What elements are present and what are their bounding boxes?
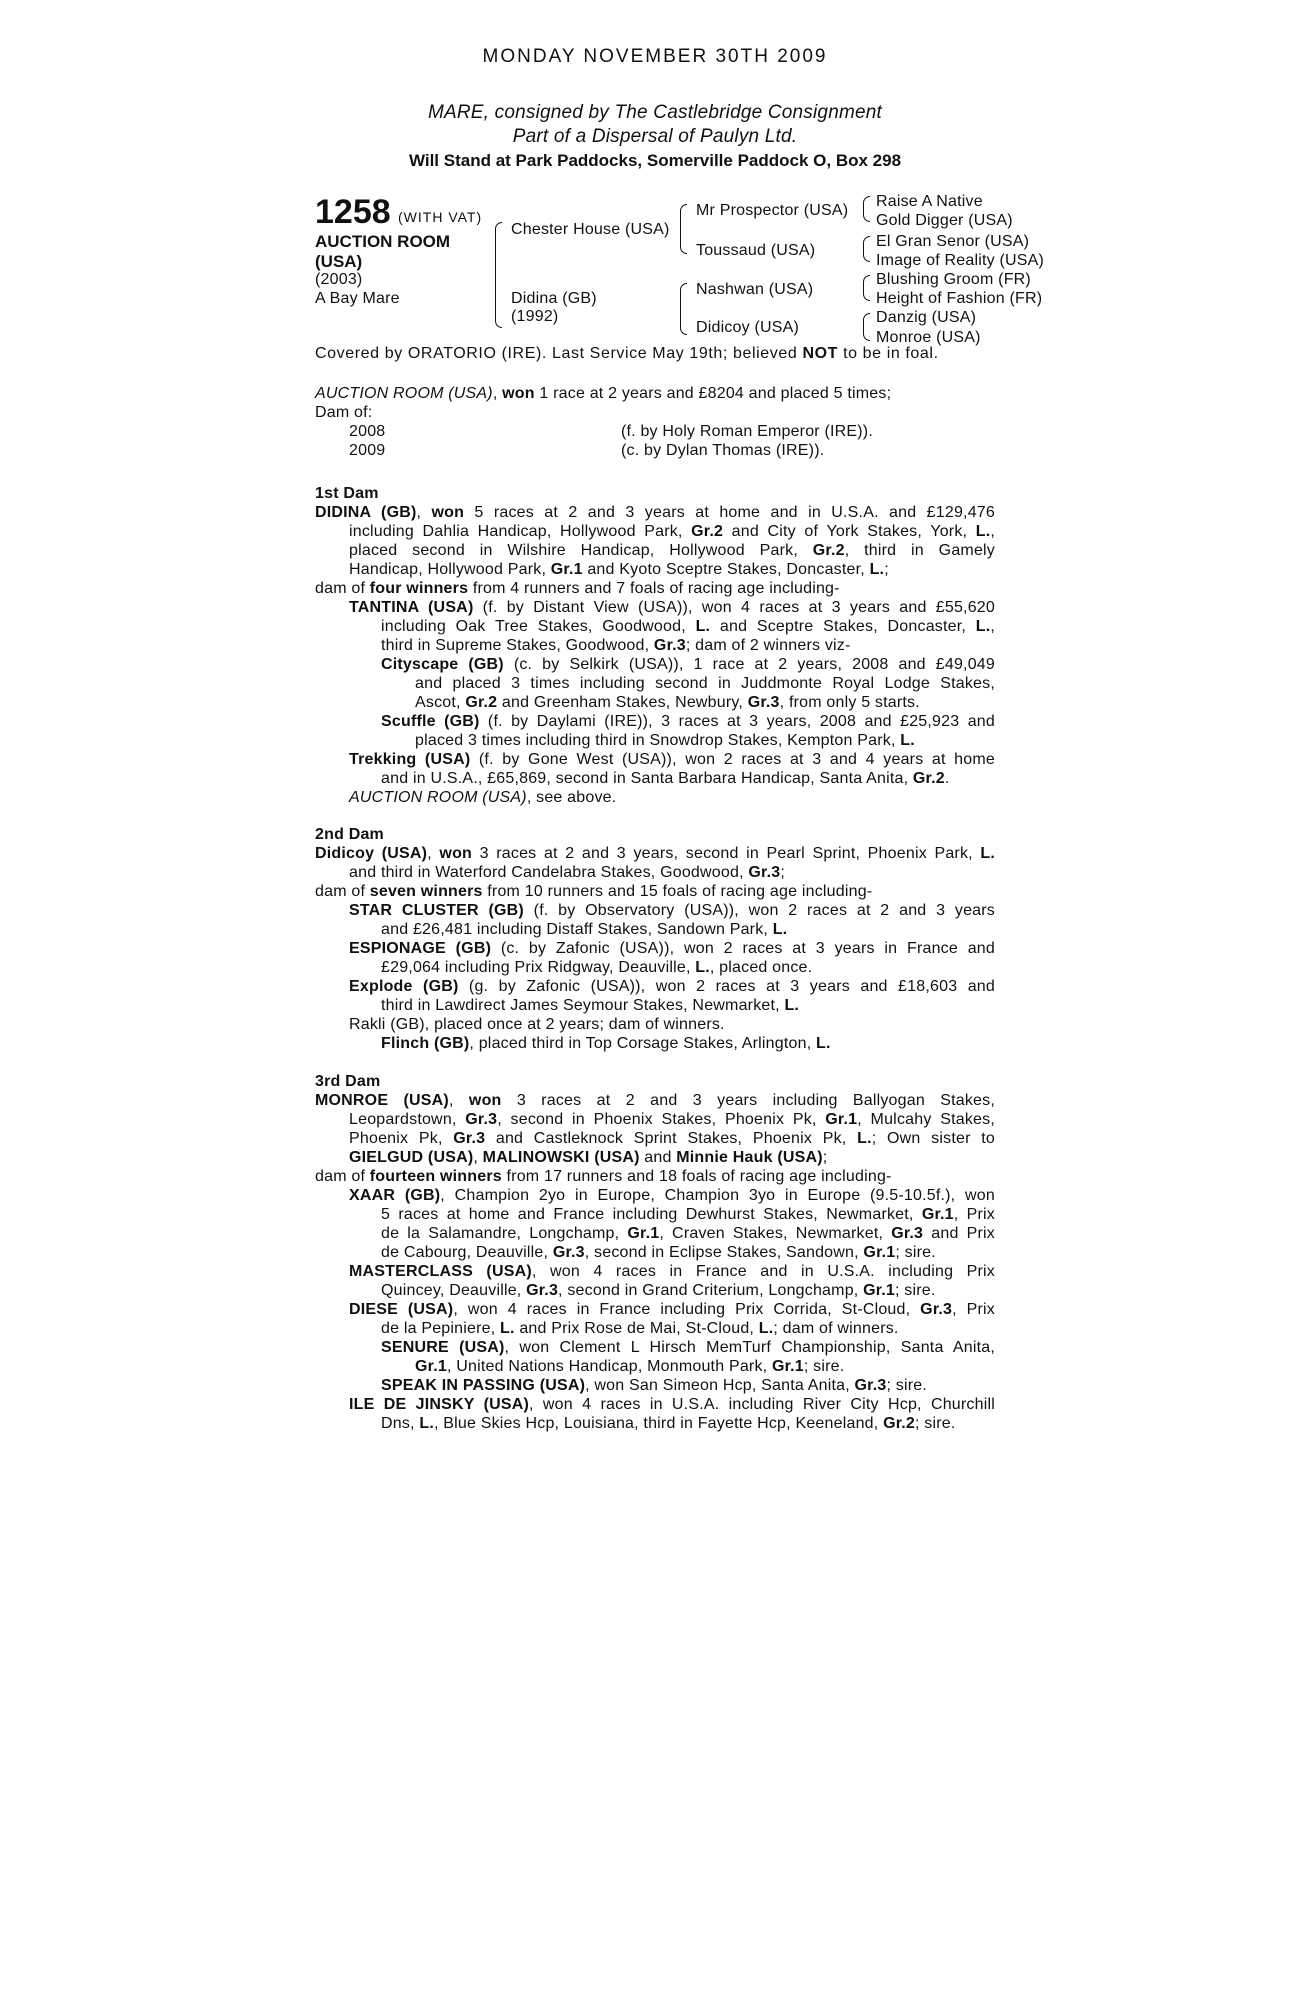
dam-line: MASTERCLASS (USA), won 4 races in France and in U.S.A. including Prix [349,1263,995,1280]
dam-line: third in Lawdirect James Seymour Stakes, Newmarket, L. [381,997,800,1014]
dam-line: Scuffle (GB) (f. by Daylami (IRE)), 3 races at 3 years, 2008 and £25,923 and [381,713,995,730]
dam-line: including Dahlia Handicap, Hollywood Park, Gr.2 and City of York Stakes, York, L., [349,523,996,540]
covering-text-end: to be in foal. [843,345,939,362]
dam-of-label: Dam of: [315,404,373,421]
sire-dam: Toussaud (USA) [696,242,816,259]
dam-line: de Cabourg, Deauville, Gr.3, second in Eclipse Stakes, Sandown, Gr.1; sire. [381,1244,936,1261]
dam-line: Quincey, Deauville, Gr.3, second in Grand Criterium, Longchamp, Gr.1; sire. [381,1282,936,1299]
dam-line: Flinch (GB), placed third in Top Corsage Stakes, Arlington, L. [381,1035,831,1052]
dam-line: and third in Waterford Candelabra Stakes, Goodwood, Gr.3; [349,864,785,881]
dam-dam: Didicoy (USA) [696,319,800,336]
dam-line: dam of fourteen winners from 17 runners and 18 foals of racing age including- [315,1168,892,1185]
dam-line: ESPIONAGE (GB) (c. by Zafonic (USA)), won 2 races at 3 years in France and [349,940,995,957]
pedigree-bracket [495,222,502,328]
produce-year: 2009 [349,442,386,459]
pedigree-g5: Blushing Groom (FR) [876,271,1031,288]
dam-line: Cityscape (GB) (c. by Selkirk (USA)), 1 race at 2 years, 2008 and £49,049 [381,656,995,673]
dam-line: SPEAK IN PASSING (USA), won San Simeon Hcp, Santa Anita, Gr.3; sire. [381,1377,927,1394]
foaling-year: (2003) [315,271,363,288]
dam-line: DIDINA (GB), won 5 races at 2 and 3 years at home and in U.S.A. and £129,476 [315,504,995,521]
dam-line: Rakli (GB), placed once at 2 years; dam of winners. [349,1016,725,1033]
pedigree-bracket [863,275,870,301]
dam-line: 5 races at home and France including Dewhurst Stakes, Newmarket, Gr.1, Prix [381,1206,995,1223]
dispersal-line: Part of a Dispersal of Paulyn Ltd. [512,126,798,147]
third-dam-section [315,1072,995,1433]
dam-line: SENURE (USA), won Clement L Hirsch MemTurf Championship, Santa Anita, [381,1339,995,1356]
sale-date: MONDAY NOVEMBER 30TH 2009 [482,46,828,67]
lot-number: 1258 [315,193,391,231]
horse-info [315,270,400,308]
section-heading: 1st Dam [315,485,379,502]
horse-name [315,232,475,272]
dam-line: Dns, L., Blue Skies Hcp, Louisiana, third in Fayette Hcp, Keeneland, Gr.2; sire. [381,1415,956,1432]
dam-line: dam of seven winners from 10 runners and 15 foals of racing age including- [315,883,873,900]
dam-line: ILE DE JINSKY (USA), won 4 races in U.S.A. including River City Hcp, Churchill [349,1396,995,1413]
dam-line: Phoenix Pk, Gr.3 and Castleknock Sprint Stakes, Phoenix Pk, L.; Own sister to [349,1130,996,1147]
horse-description: A Bay Mare [315,290,400,307]
not-label: NOT [802,345,839,362]
dam-line: STAR CLUSTER (GB) (f. by Observatory (USA)), won 2 races at 2 and 3 years [349,902,995,919]
produce-row [315,422,995,441]
pedigree-bracket [863,196,870,222]
pedigree-g8: Monroe (USA) [876,329,981,346]
dam: Didina (GB) [511,290,597,307]
produce-detail: (c. by Dylan Thomas (IRE)). [621,442,825,459]
sire-sire: Mr Prospector (USA) [696,202,849,219]
won-label: won [502,385,535,402]
stand-location: Will Stand at Park Paddocks, Somerville Paddock O, Box 298 [408,151,902,170]
vat-note: (WITH VAT) [398,209,483,225]
second-dam-section [315,825,995,1053]
dam-line: dam of four winners from 4 runners and 7 foals of racing age including- [315,580,840,597]
dam-line: TANTINA (USA) (f. by Distant View (USA)), won 4 races at 3 years and £55,620 [349,599,995,616]
dam-line: third in Supreme Stakes, Goodwood, Gr.3; dam of 2 winners viz- [381,637,851,654]
dam-line: Gr.1, United Nations Handicap, Monmouth Park, Gr.1; sire. [415,1358,845,1375]
pedigree-g3: El Gran Senor (USA) [876,233,1030,250]
pedigree-g2: Gold Digger (USA) [876,212,1013,229]
produce-detail: (f. by Holy Roman Emperor (IRE)). [621,423,873,440]
produce-row [315,441,995,460]
pedigree-g6: Height of Fashion (FR) [876,290,1043,307]
dam-line: Trekking (USA) (f. by Gone West (USA)), won 2 races at 3 and 4 years at home [349,751,995,768]
dam-line: placed 3 times including third in Snowdrop Stakes, Kempton Park, L. [415,732,915,749]
first-dam-section [315,484,995,807]
covering-note [315,345,939,363]
race-record: AUCTION ROOM (USA), won 1 race at 2 years and £8204 and placed 5 times; Dam of: 2008 (f. by Holy Roman Emperor (IRE)). 2009 (c. by Dylan Thomas (IRE)). [315,384,995,460]
dam-line: GIELGUD (USA), MALINOWSKI (USA) and Minnie Hauk (USA); [349,1149,828,1166]
pedigree-bracket [680,283,687,335]
pedigree-bracket [863,236,870,262]
dam-line: and £26,481 including Distaff Stakes, Sandown Park, L. [381,921,788,938]
section-heading: 2nd Dam [315,826,384,843]
dam-line: Explode (GB) (g. by Zafonic (USA)), won 2 races at 3 years and £18,603 and [349,978,995,995]
produce-year: 2008 [349,423,386,440]
covering-text: Covered by ORATORIO (IRE). Last Service May 19th; believed [315,345,798,362]
section-heading: 3rd Dam [315,1073,381,1090]
dam-line: Handicap, Hollywood Park, Gr.1 and Kyoto Sceptre Stakes, Doncaster, L.; [349,561,889,578]
record-summary: 1 race at 2 years and £8204 and placed 5 times; [539,385,892,402]
dam-line: AUCTION ROOM (USA), see above. [349,789,617,806]
dam-line: de la Salamandre, Longchamp, Gr.1, Craven Stakes, Newmarket, Gr.3 and Prix [381,1225,995,1242]
pedigree-g1: Raise A Native [876,193,983,210]
dam-line: and placed 3 times including second in Juddmonte Royal Lodge Stakes, [415,675,995,692]
dam-line: including Oak Tree Stakes, Goodwood, L. and Sceptre Stakes, Doncaster, L., [381,618,995,635]
dam-line: de la Pepiniere, L. and Prix Rose de Mai, St-Cloud, L.; dam of winners. [381,1320,899,1337]
consignor-line: MARE, consigned by The Castlebridge Consignment [427,102,883,123]
dam-line: Leopardstown, Gr.3, second in Phoenix Stakes, Phoenix Pk, Gr.1, Mulcahy Stakes, [349,1111,995,1128]
pedigree-bracket [680,204,687,254]
sire: Chester House (USA) [511,221,670,238]
dam-line: placed second in Wilshire Handicap, Hollywood Park, Gr.2, third in Gamely [349,542,995,559]
dam-line: XAAR (GB), Champion 2yo in Europe, Champion 3yo in Europe (9.5-10.5f.), won [349,1187,995,1204]
dam-line: and in U.S.A., £65,869, second in Santa Barbara Handicap, Santa Anita, Gr.2. [381,770,950,787]
dam-line: Ascot, Gr.2 and Greenham Stakes, Newbury, Gr.3, from only 5 starts. [415,694,920,711]
dam-line: Didicoy (USA), won 3 races at 2 and 3 years, second in Pearl Sprint, Phoenix Park, L. [315,845,996,862]
pedigree-bracket [863,313,870,341]
horse-name-line2: (USA) [315,252,363,271]
dam-line: £29,064 including Prix Ridgway, Deauville, L., placed once. [381,959,813,976]
dam-line: DIESE (USA), won 4 races in France including Prix Corrida, St-Cloud, Gr.3, Prix [349,1301,995,1318]
dam-sire: Nashwan (USA) [696,281,814,298]
horse-name-italic: AUCTION ROOM (USA) [315,385,493,402]
pedigree-g4: Image of Reality (USA) [876,252,1045,269]
pedigree-g7: Danzig (USA) [876,309,977,326]
horse-name-line1: AUCTION ROOM [315,232,451,251]
dam-year: (1992) [511,308,559,325]
dam-line: MONROE (USA), won 3 races at 2 and 3 years including Ballyogan Stakes, [315,1092,995,1109]
